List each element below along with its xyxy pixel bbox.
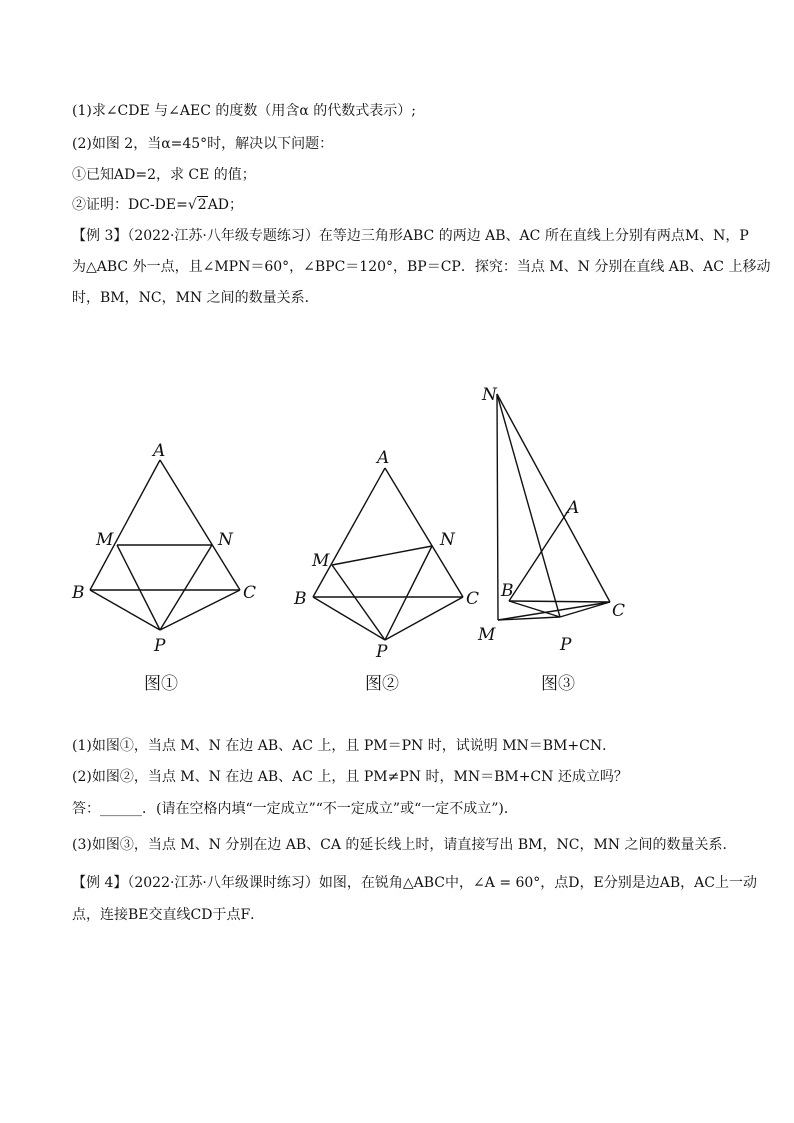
example-4-line-2: 点，连接BE交直线CD于点F．	[72, 907, 265, 923]
fig3-label-P: P	[560, 635, 572, 655]
fig3-label-A: A	[567, 498, 580, 518]
fig1-segment-AC	[160, 460, 240, 590]
question-part-2: (2)如图 2，当α=45°时，解决以下问题：	[72, 136, 334, 152]
fig2-segment-AB	[313, 468, 385, 597]
example-4-line-1: 【例 4】（2022·江苏·八年级课时练习）如图，在锐角△ABC中，∠A = 60°，点D，E分别是边AB，AC上一动	[72, 875, 757, 891]
fig3-label-N: N	[482, 385, 497, 405]
fig1-segment-AB	[90, 460, 160, 590]
fig1-label-B: B	[72, 583, 85, 603]
fig2-label-P: P	[376, 642, 388, 662]
fig1-caption: 图①	[144, 674, 178, 694]
fig1-label-C: C	[243, 583, 257, 603]
fig1-label-A: A	[153, 441, 166, 461]
question-part-2-sub1: ①已知AD=2，求 CE 的值；	[72, 167, 256, 183]
fig3-label-B: B	[501, 581, 514, 601]
fig2-caption: 图②	[365, 674, 399, 694]
figure-1	[60, 430, 280, 710]
fig2-label-M: M	[312, 551, 330, 571]
fig3-label-C: C	[612, 601, 626, 621]
fig2-label-B: B	[294, 589, 307, 609]
fig1-label-N: N	[218, 530, 233, 550]
fig3-segment-A-B	[509, 508, 570, 601]
fig3-segment-N-C	[497, 394, 610, 602]
fig2-label-A: A	[377, 448, 390, 468]
sub-question-1: (1)如图①，当点 M、N 在边 AB、AC 上，且 PM＝PN 时，试说明 MN＝BM+CN．	[72, 738, 617, 754]
fig3-segment-N-M	[497, 394, 498, 620]
fig3-segment-B-C	[509, 601, 610, 602]
sub-question-2-answer: 答：______．(请在空格内填“一定成立”“不一定成立”或“一定不成立”)．	[72, 801, 518, 817]
figure-2	[285, 440, 495, 710]
figure-3	[470, 380, 640, 710]
question-part-1: (1)求∠CDE 与∠AEC 的度数（用含α 的代数式表示）;	[72, 103, 417, 119]
example-3-line-2: 为△ABC 外一点，且∠MPN＝60°，∠BPC＝120°，BP＝CP．探究：当点 M、N 分别在直线 AB、AC 上移动	[72, 259, 771, 275]
fig2-segment-CP	[385, 597, 463, 640]
sqrt-radicand: 2	[197, 197, 207, 213]
example-3-line-1: 【例 3】（2022·江苏·八年级专题练习）在等边三角形ABC 的两边 AB、AC 所在直线上分别有两点M、N，P	[72, 228, 749, 244]
sub-question-3: (3)如图③，当点 M、N 分别在边 AB、CA 的延长线上时，请直接写出 BM，NC，MN 之间的数量关系．	[72, 837, 737, 853]
fig2-segment-MP	[332, 565, 385, 640]
question-part-2-sub2	[72, 195, 243, 215]
fig1-label-M: M	[96, 530, 114, 550]
proof-suffix: AD；	[207, 197, 244, 213]
fig2-segment-NP	[385, 546, 432, 640]
fig2-segment-MN	[332, 546, 432, 565]
fig3-caption: 图③	[541, 674, 575, 694]
sub-question-2: (2)如图②，当点 M、N 在边 AB、AC 上，且 PM≠PN 时，MN＝BM+CN 还成立吗？	[72, 769, 628, 785]
fig2-segment-BP	[313, 597, 385, 640]
fig1-label-P: P	[154, 636, 166, 656]
example-3-line-3: 时，BM，NC，MN 之间的数量关系．	[72, 290, 319, 306]
proof-prefix: ②证明：DC-DE=	[72, 197, 188, 213]
fig2-label-C: C	[466, 589, 480, 609]
fig3-label-M: M	[478, 625, 496, 645]
sqrt-expression: √2	[187, 197, 207, 213]
fig2-label-N: N	[440, 530, 455, 550]
